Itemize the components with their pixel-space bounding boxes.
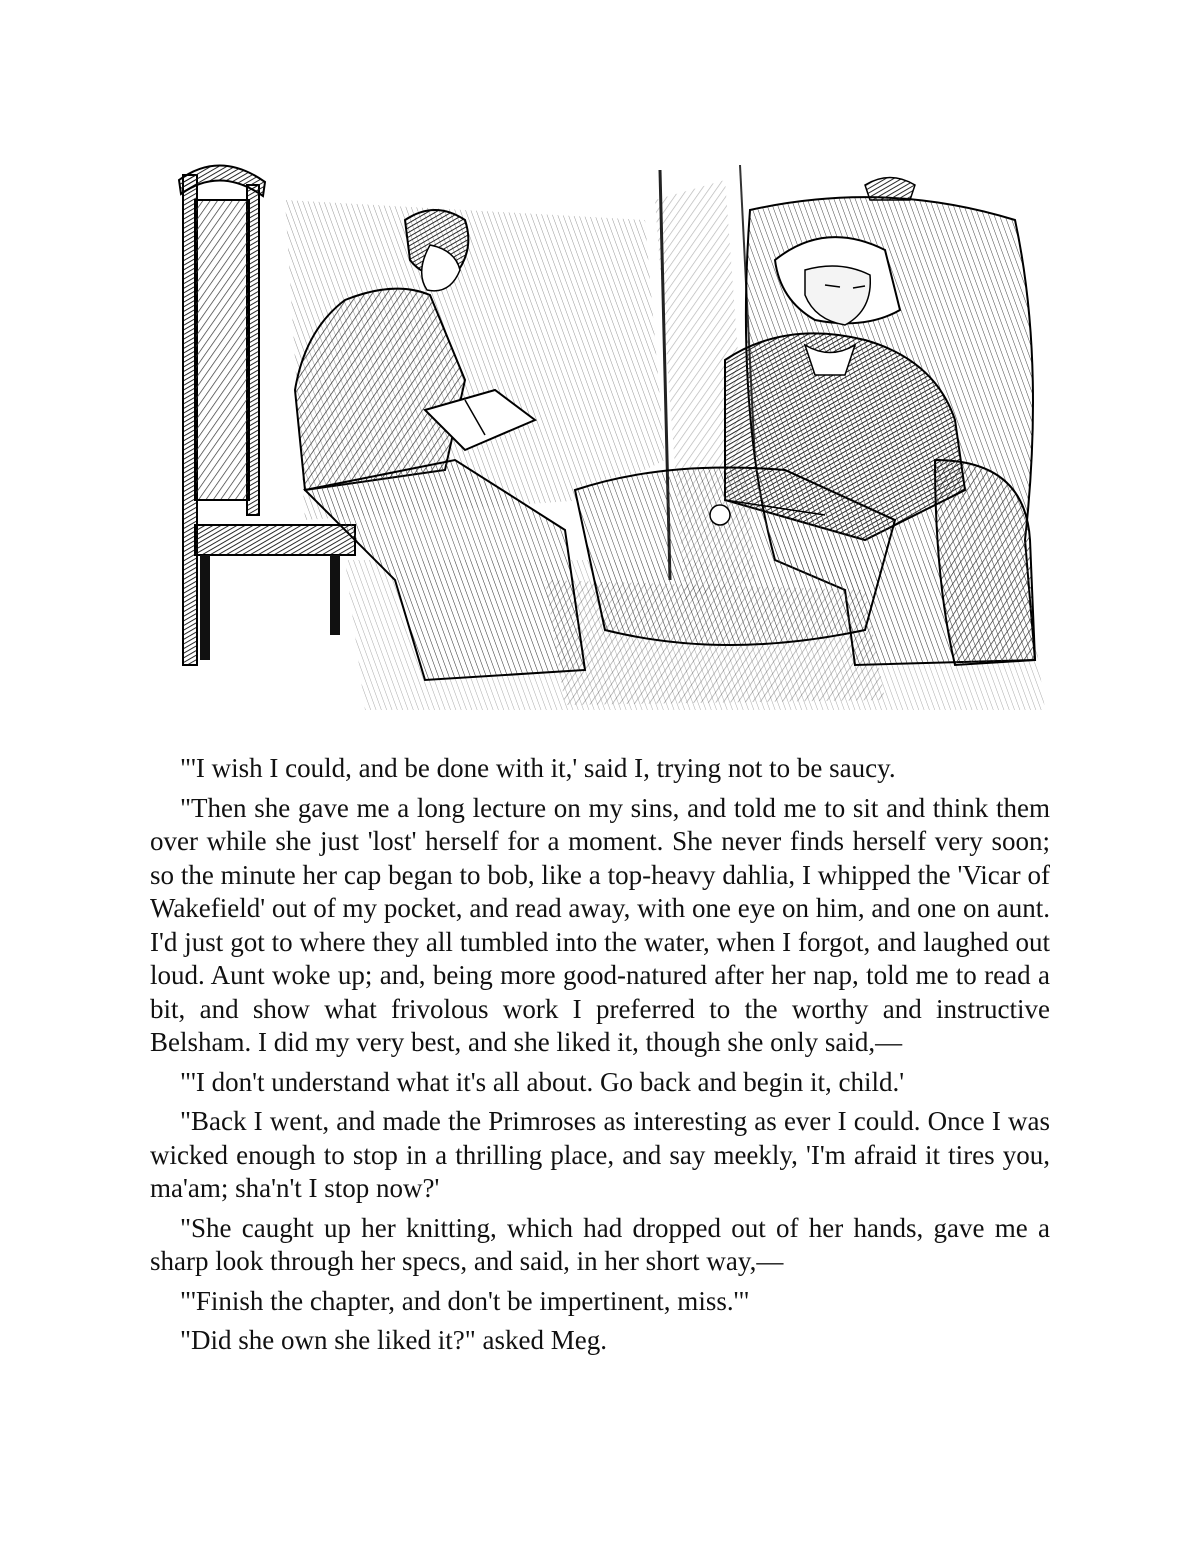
paragraph: "Did she own she liked it?" asked Meg. bbox=[180, 1325, 607, 1355]
paragraph: "Back I went, and made the Primroses as interesting as ever I could. Once I was wicked enough to stop in a thrilling place, and say meekly, 'I'm afraid it tires you, ma'am; sha'n't I stop now?' bbox=[150, 1106, 1050, 1203]
paragraph: "'I don't understand what it's all about. Go back and begin it, child.' bbox=[180, 1066, 905, 1097]
paragraph: "She caught up her knitting, which had dropped out of her hands, gave me a sharp look through her specs, and said, in her short way,— bbox=[150, 1212, 1050, 1276]
illustration bbox=[165, 160, 1055, 720]
paragraph: "'Finish the chapter, and don't be impertinent, miss.'" bbox=[180, 1285, 750, 1316]
paragraph: "Then she gave me a long lecture on my sins, and told me to sit and think them over while she just 'lost' herself for a moment. She never finds herself very soon; so the minute her cap began to bob, like a top-heavy dahlia, I whipped the 'Vicar of Wakefield' out of my pocket, and read away, with one eye on him, and one on aunt. I'd just got to where they all tumbled into the water, when I forgot, and laughed out loud. Aunt woke up; and, being more good-natured after her nap, told me to read a bit, and show what frivolous work I preferred to the worthy and instructive Belsham. I did my very best, and she liked it, though she only said,— bbox=[150, 792, 1050, 1057]
text-body bbox=[150, 752, 1050, 1364]
paragraph: "'I wish I could, and be done with it,' said I, trying not to be saucy. bbox=[180, 753, 896, 783]
